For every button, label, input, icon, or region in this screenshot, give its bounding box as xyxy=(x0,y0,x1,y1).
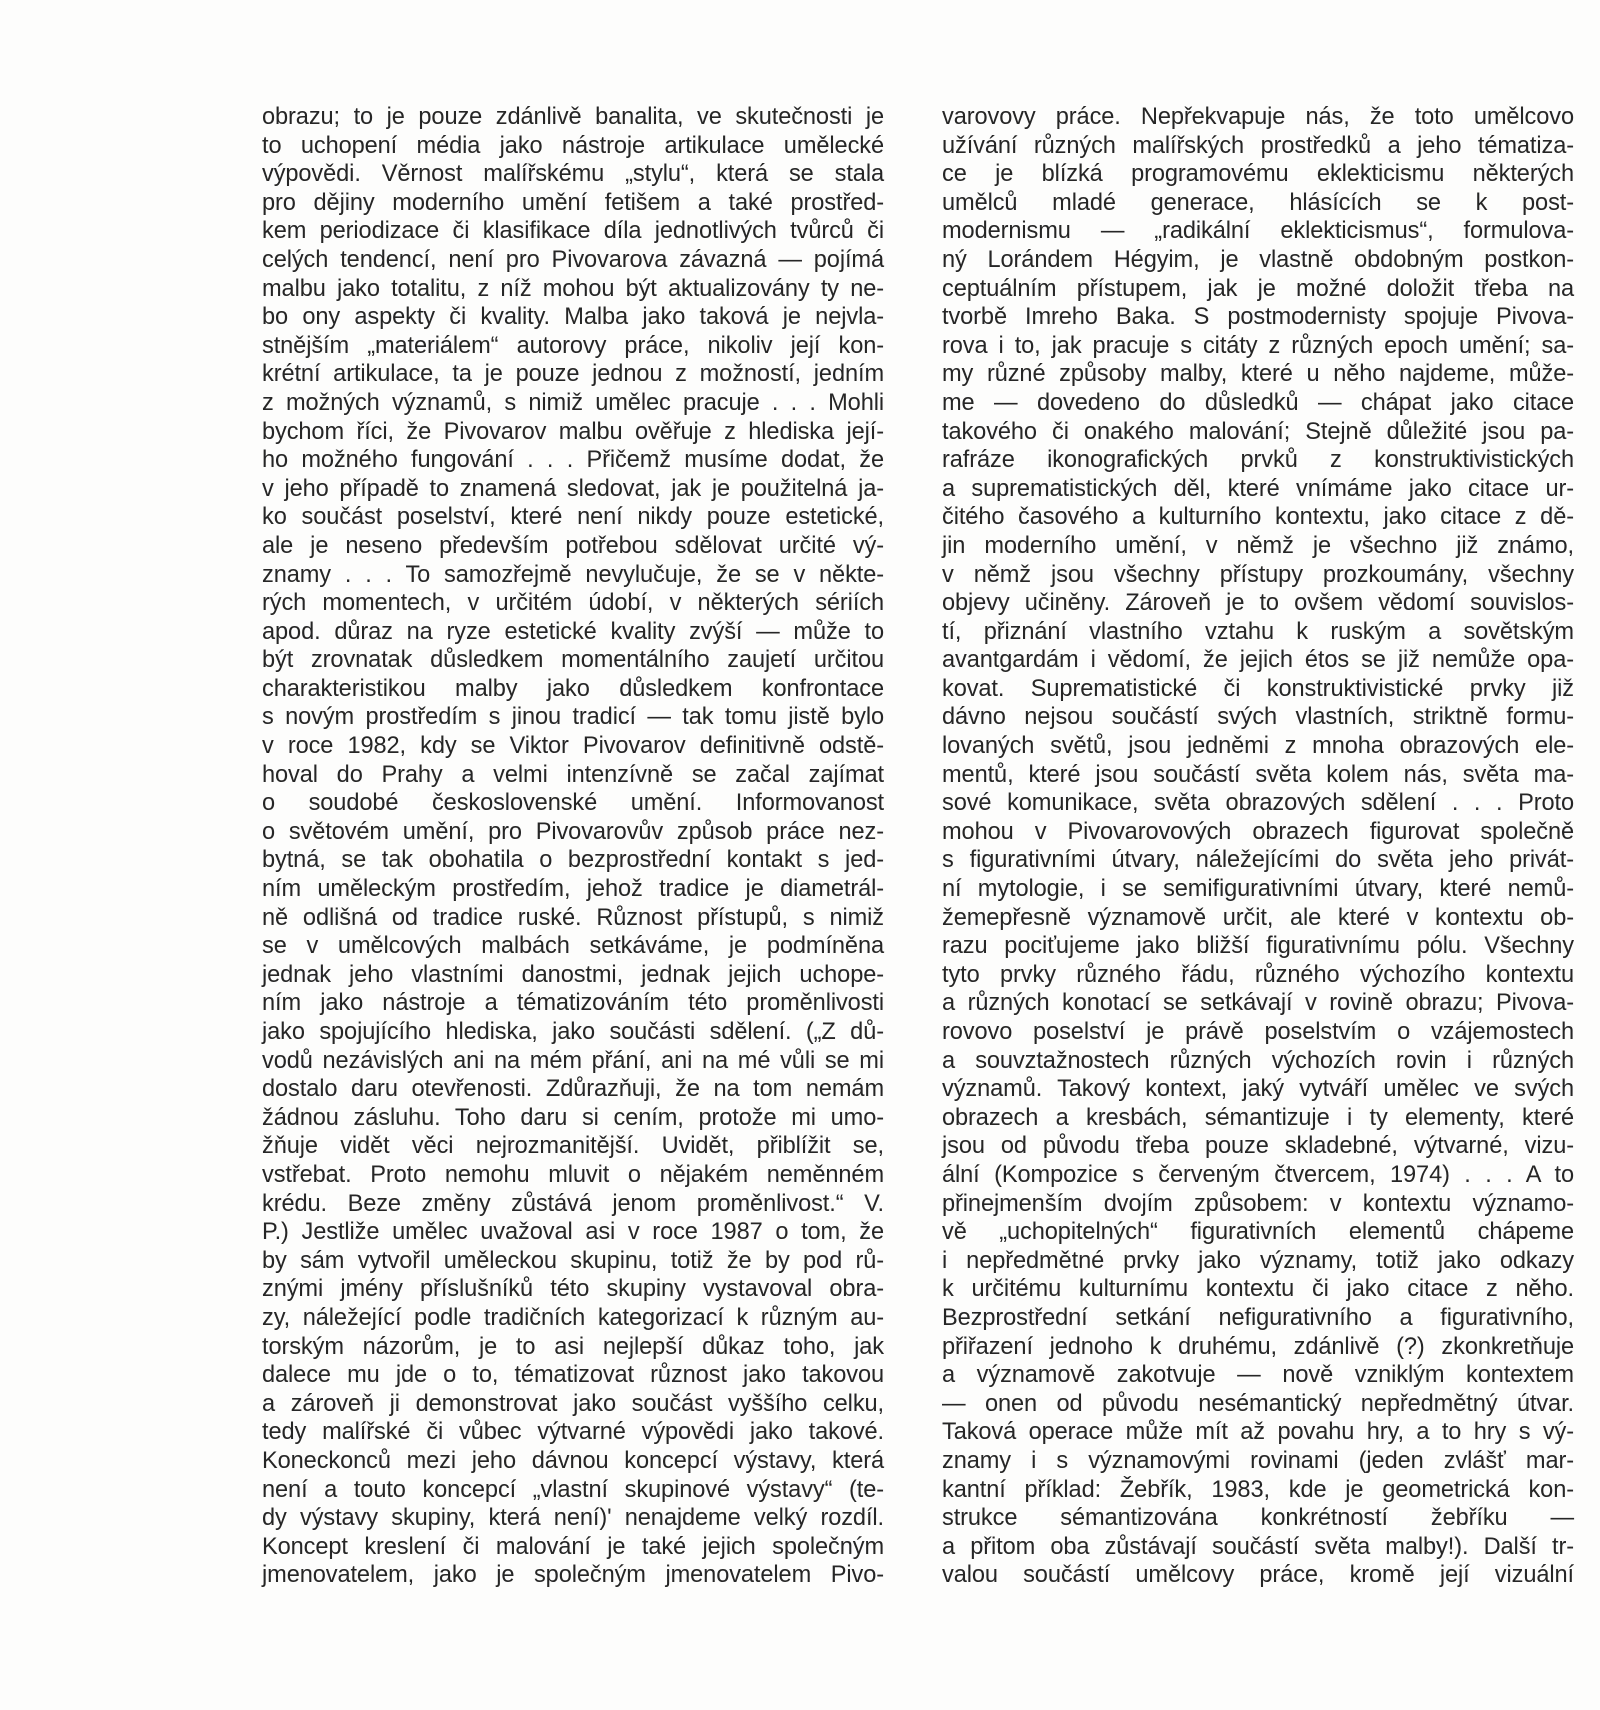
right-text-column xyxy=(942,103,1574,1590)
text-line: — onen od původu nesémantický nepředmětný útvar. xyxy=(942,1390,1574,1417)
text-line: ální (Kompozice s červeným čtvercem, 1974) . . . A to xyxy=(942,1161,1574,1188)
text-line: krétní artikulace, ta je pouze jednou z možností, jedním xyxy=(262,361,884,388)
text-line: ko součást poselství, které není nikdy pouze estetické, xyxy=(262,504,884,531)
text-line: takového či onakého malování; Stejně důležité jsou pa- xyxy=(942,418,1574,445)
text-line: bo ony aspekty či kvality. Malba jako taková je nejvla- xyxy=(262,304,884,331)
text-line: strukce sémantizována konkrétností žebříku — xyxy=(942,1505,1574,1532)
text-line: přinejmenším dvojím způsobem: v kontextu významo- xyxy=(942,1190,1574,1217)
text-line: a zároveň ji demonstrovat jako součást vyššího celku, xyxy=(262,1390,884,1417)
text-line: valou součástí umělcovy práce, kromě její vizuální xyxy=(942,1562,1574,1589)
text-line: k určitému kulturnímu kontextu či jako citace z něho. xyxy=(942,1276,1574,1303)
text-line: ně odlišná od tradice ruské. Různost přístupů, s nimiž xyxy=(262,904,884,931)
text-line: vstřebat. Proto nemohu mluvit o nějakém neměnném xyxy=(262,1161,884,1188)
text-line: ný Lorándem Hégyim, je vlastně obdobným postkon- xyxy=(942,246,1574,273)
text-line: my různé způsoby malby, které u něho najdeme, může- xyxy=(942,361,1574,388)
text-line: a suprematistických děl, které vnímáme jako citace ur- xyxy=(942,475,1574,502)
text-line: P.) Jestliže umělec uvažoval asi v roce 1987 o tom, že xyxy=(262,1219,884,1246)
text-line: z možných významů, s nimiž umělec pracuje . . . Mohli xyxy=(262,389,884,416)
text-line: obrazech a kresbách, sémantizuje i ty elementy, které xyxy=(942,1104,1574,1131)
text-line: v němž jsou všechny přístupy prozkoumány, všechny xyxy=(942,561,1574,588)
text-line: krédu. Beze změny zůstává jenom proměnlivost.“ V. xyxy=(262,1190,884,1217)
text-line: celých tendencí, není pro Pivovarova závazná — pojímá xyxy=(262,246,884,273)
text-line: me — dovedeno do důsledků — chápat jako citace xyxy=(942,389,1574,416)
text-line: tyto prvky různého řádu, různého výchozího kontextu xyxy=(942,961,1574,988)
text-line: v jeho případě to znamená sledovat, jak je použitelná ja- xyxy=(262,475,884,502)
text-line: se v umělcových malbách setkáváme, je podmíněna xyxy=(262,933,884,960)
text-line: by sám vytvořil uměleckou skupinu, totiž že by pod rů- xyxy=(262,1247,884,1274)
text-line: čitého časového a kulturního kontextu, jako citace z dě- xyxy=(942,504,1574,531)
text-line: dávno nejsou součástí svých vlastních, striktně formu- xyxy=(942,704,1574,731)
text-line: bytná, se tak obohatila o bezprostřední kontakt s jed- xyxy=(262,847,884,874)
text-line: Koneckonců mezi jeho dávnou koncepcí výstavy, která xyxy=(262,1447,884,1474)
text-line: rafráze ikonografických prvků z konstruktivistických xyxy=(942,447,1574,474)
text-line: objevy učiněny. Zároveň je to ovšem vědomí souvislos- xyxy=(942,590,1574,617)
text-line: kem periodizace či klasifikace díla jednotlivých tvůrců či xyxy=(262,218,884,245)
text-line: sové komunikace, světa obrazových sdělení . . . Proto xyxy=(942,790,1574,817)
text-line: znamy . . . To samozřejmě nevylučuje, že se v někte- xyxy=(262,561,884,588)
text-line: dostalo daru otevřenosti. Zdůrazňuji, že na tom nemám xyxy=(262,1076,884,1103)
text-line: stnějším „materiálem“ autorovy práce, nikoliv její kon- xyxy=(262,332,884,359)
text-line: bychom říci, že Pivovarov malbu ověřuje z hlediska její- xyxy=(262,418,884,445)
text-line: není a touto koncepcí „vlastní skupinové výstavy“ (te- xyxy=(262,1476,884,1503)
text-line: znamy i s významovými rovinami (jeden zvlášť mar- xyxy=(942,1447,1574,1474)
text-line: umělců mladé generace, hlásících se k post- xyxy=(942,189,1574,216)
text-line: i nepředmětné prvky jako významy, totiž jako odkazy xyxy=(942,1247,1574,1274)
text-line: dy výstavy skupiny, která není)' nenajdeme velký rozdíl. xyxy=(262,1505,884,1532)
text-line: a různých konotací se setkávají v rovině obrazu; Pivova- xyxy=(942,990,1574,1017)
text-line: žňuje vidět věci nejrozmanitější. Uvidět, přiblížit se, xyxy=(262,1133,884,1160)
text-line: přiřazení jednoho k druhému, zdánlivě (?) zkonkretňuje xyxy=(942,1333,1574,1360)
text-line: znými jmény příslušníků této skupiny vystavoval obra- xyxy=(262,1276,884,1303)
text-line: rova i to, jak pracuje s citáty z různých epoch umění; sa- xyxy=(942,332,1574,359)
text-line: ce je blízká programovému eklekticismu některých xyxy=(942,161,1574,188)
text-line: varovovy práce. Nepřekvapuje nás, že toto umělcovo xyxy=(942,104,1574,130)
text-line: to uchopení média jako nástroje artikulace umělecké xyxy=(262,132,884,159)
text-line: pro dějiny moderního umění fetišem a také prostřed- xyxy=(262,189,884,216)
text-line: malbu jako totalitu, z níž mohou být aktualizovány ty ne- xyxy=(262,275,884,302)
text-line: modernismu — „radikální eklekticismus“, formulova- xyxy=(942,218,1574,245)
text-line: jmenovatelem, jako je společným jmenovatelem Pivo- xyxy=(262,1562,884,1589)
text-line: jin moderního umění, v němž je všechno již známo, xyxy=(942,532,1574,559)
text-line: vodů nezávislých ani na mém přání, ani na mé vůli se mi xyxy=(262,1047,884,1074)
text-line: mohou v Pivovarovových obrazech figurovat společně xyxy=(942,818,1574,845)
text-line: charakteristikou malby jako důsledkem konfrontace xyxy=(262,675,884,702)
text-line: významů. Takový kontext, jaký vytváří umělec ve svých xyxy=(942,1076,1574,1103)
text-line: torským názorům, je to asi nejlepší důkaz toho, jak xyxy=(262,1333,884,1360)
text-line: a přitom oba zůstávají součástí světa malby!). Další tr- xyxy=(942,1533,1574,1560)
text-line: s figurativními útvary, náležejícími do světa jeho privát- xyxy=(942,847,1574,874)
text-line: tí, přiznání vlastního vztahu k ruským a sovětským xyxy=(942,618,1574,645)
text-line: být zrovnatak důsledkem momentálního zaujetí určitou xyxy=(262,647,884,674)
text-line: obrazu; to je pouze zdánlivě banalita, ve skutečnosti je xyxy=(262,104,884,130)
text-line: kantní příklad: Žebřík, 1983, kde je geometrická kon- xyxy=(942,1476,1574,1503)
text-line: dalece mu jde o to, tématizovat různost jako takovou xyxy=(262,1362,884,1389)
text-line: Bezprostřední setkání nefigurativního a figurativního, xyxy=(942,1304,1574,1331)
text-line: ho možného fungování . . . Přičemž musíme dodat, že xyxy=(262,447,884,474)
text-line: Taková operace může mít až povahu hry, a to hry s vý- xyxy=(942,1419,1574,1446)
text-line: žemepřesně významově určit, ale které v kontextu ob- xyxy=(942,904,1574,931)
text-line: avantgardám i vědomí, že jejich étos se již nemůže opa- xyxy=(942,647,1574,674)
text-line: o soudobé československé umění. Informovanost xyxy=(262,790,884,817)
text-line: v roce 1982, kdy se Viktor Pivovarov definitivně odstě- xyxy=(262,733,884,760)
text-line: tedy malířské či vůbec výtvarné výpovědi jako takové. xyxy=(262,1419,884,1446)
text-line: a významově zakotvuje — nově vzniklým kontextem xyxy=(942,1362,1574,1389)
text-line: zy, náležející podle tradičních kategorizací k různým au- xyxy=(262,1304,884,1331)
text-line: o světovém umění, pro Pivovarovův způsob práce nez- xyxy=(262,818,884,845)
text-line: výpovědi. Věrnost malířskému „stylu“, která se stala xyxy=(262,161,884,188)
left-text-column xyxy=(262,103,884,1590)
text-line: ale je neseno především potřebou sdělovat určité vý- xyxy=(262,532,884,559)
text-line: užívání různých malířských prostředků a jeho tématiza- xyxy=(942,132,1574,159)
text-line: jsou od původu třeba pouze skladebné, výtvarné, vizu- xyxy=(942,1133,1574,1160)
text-line: hoval do Prahy a velmi intenzívně se začal zajímat xyxy=(262,761,884,788)
text-line: razu pociťujeme jako bližší figurativnímu pólu. Všechny xyxy=(942,933,1574,960)
text-line: žádnou zásluhu. Toho daru si cením, protože mi umo- xyxy=(262,1104,884,1131)
text-line: ním jako nástroje a tématizováním této proměnlivosti xyxy=(262,990,884,1017)
text-line: ceptuálním přístupem, jak je možné doložit třeba na xyxy=(942,275,1574,302)
text-line: tvorbě Imreho Baka. S postmodernisty spojuje Pivova- xyxy=(942,304,1574,331)
text-line: Koncept kreslení či malování je také jejich společným xyxy=(262,1533,884,1560)
text-line: ní mytologie, i se semifigurativními útvary, které nemů- xyxy=(942,876,1574,903)
text-line: ním uměleckým prostředím, jehož tradice je diametrál- xyxy=(262,876,884,903)
text-line: a souvztažnostech různých výchozích rovin i různých xyxy=(942,1047,1574,1074)
text-line: mentů, které jsou součástí světa kolem nás, světa ma- xyxy=(942,761,1574,788)
text-line: rovovo poselství je právě poselstvím o vzájemostech xyxy=(942,1019,1574,1045)
text-line: kovat. Suprematistické či konstruktivistické prvky již xyxy=(942,675,1574,702)
text-line: rých momentech, v určitém údobí, v některých sériích xyxy=(262,590,884,617)
text-line: lovaných světů, jsou jedněmi z mnoha obrazových ele- xyxy=(942,733,1574,760)
text-line: vě „uchopitelných“ figurativních elementů chápeme xyxy=(942,1219,1574,1246)
text-line: jednak jeho vlastními danostmi, jednak jejich uchope- xyxy=(262,961,884,988)
text-line: apod. důraz na ryze estetické kvality zvýší — může to xyxy=(262,618,884,645)
text-line: s novým prostředím s jinou tradicí — tak tomu jistě bylo xyxy=(262,704,884,731)
text-line: jako spojujícího hlediska, jako součásti sdělení. („Z dů- xyxy=(262,1019,884,1045)
